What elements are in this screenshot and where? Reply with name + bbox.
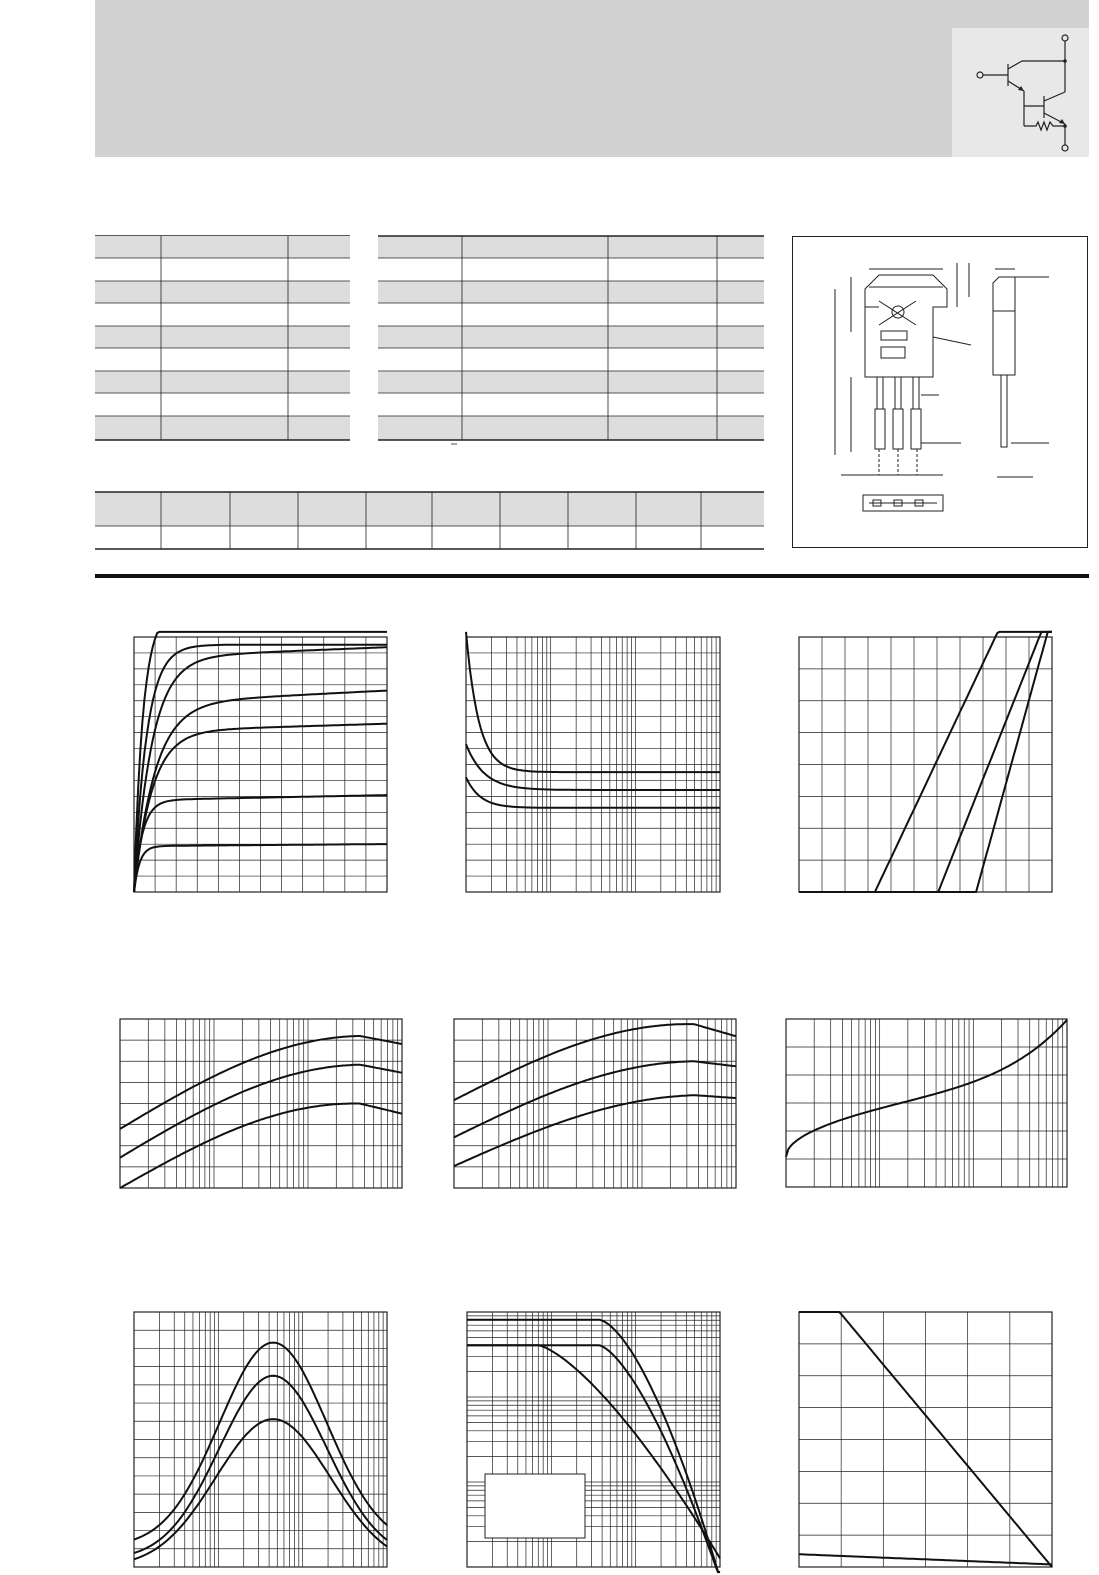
electrical-characteristics-table: [378, 236, 764, 444]
chart-7: [134, 1312, 387, 1567]
hfe-rank-table: [95, 492, 764, 549]
chart-6: [786, 1019, 1067, 1187]
chart-8-inset: [485, 1474, 585, 1538]
chart-3: [799, 637, 1052, 892]
chart-3-series-2: [799, 632, 1052, 892]
chart-2-series-3: [466, 777, 720, 808]
chart-2: [466, 637, 720, 892]
absolute-maximum-ratings-table: [95, 236, 350, 440]
chart-3-series-1: [799, 632, 1052, 892]
chart-6-series-1: [786, 1020, 1067, 1157]
chart-7-series-2: [134, 1376, 387, 1553]
chart-4: [120, 1019, 402, 1188]
section-divider: [95, 574, 1089, 578]
chart-1: [134, 637, 387, 892]
chart-7-series-3: [134, 1419, 387, 1559]
chart-7-series-1: [134, 1343, 387, 1540]
chart-5: [454, 1019, 736, 1188]
spec-tables: [95, 230, 795, 560]
header-band: [95, 0, 1089, 157]
chart-5-series-3: [454, 1095, 736, 1166]
chart-5-series-2: [454, 1061, 736, 1137]
darlington-transistor-symbol-icon: [952, 28, 1089, 157]
chart-3-series-3: [799, 632, 1052, 892]
package-outline-box: [792, 236, 1088, 548]
chart-9: [799, 1312, 1052, 1567]
chart-4-series-2: [120, 1065, 402, 1158]
equivalent-circuit-panel: [952, 28, 1089, 157]
chart-2-series-2: [466, 744, 720, 790]
to-3p-package-outline-icon: [793, 237, 1089, 549]
